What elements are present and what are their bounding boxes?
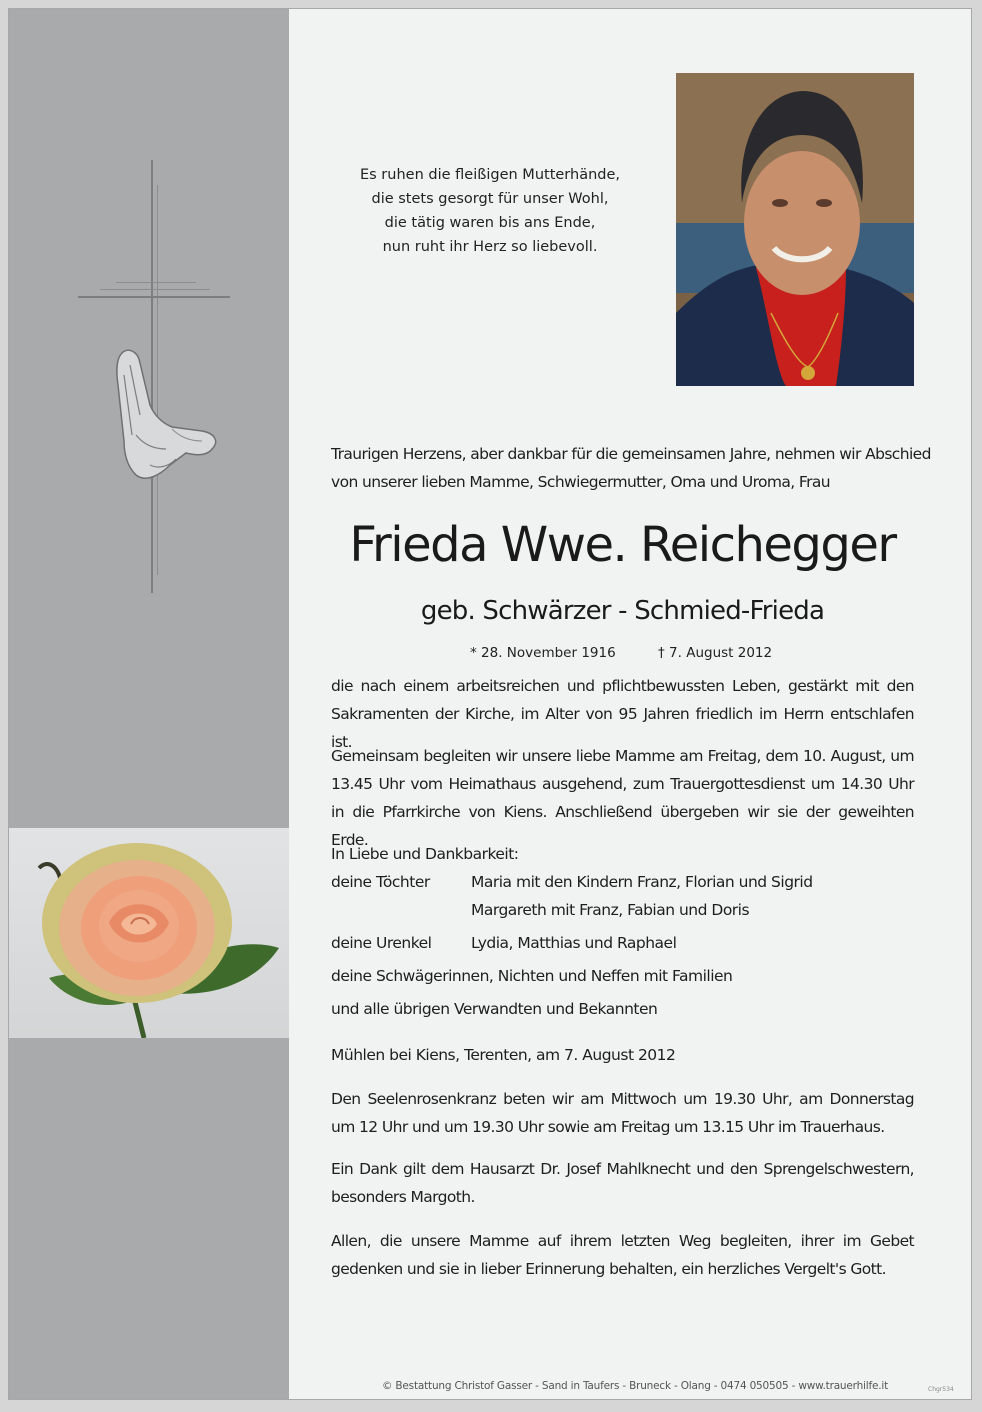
mourner-label: deine Urenkel <box>331 934 432 952</box>
mourner-names: Margareth mit Franz, Fabian und Doris <box>471 901 750 919</box>
poem-line: die tätig waren bis ans Ende, <box>384 215 596 231</box>
mourner-row: deine Schwägerinnen, Nichten und Neffen mit Familien <box>331 967 733 985</box>
place-date: Mühlen bei Kiens, Terenten, am 7. August 2012 <box>331 1046 676 1064</box>
cross-horizontal-line-top <box>116 282 196 283</box>
mourner-names: Maria mit den Kindern Franz, Florian und Sigrid <box>471 873 813 891</box>
mourners-heading: In Liebe und Dankbarkeit: <box>331 845 519 863</box>
mourner-row <box>331 896 914 924</box>
mourners-list <box>331 840 914 1023</box>
funeral-paragraph: Gemeinsam begleiten wir unsere liebe Mamme am Freitag, dem 10. August, um 13.45 Uhr vom Heimathaus ausgehend, zum Trauergottesdienst um 14.30 Uhr in die Pfarrkirche von Kiens. Anschließend übergeben wir sie der geweihten Erde. <box>331 747 914 849</box>
intro-line: von unserer lieben Mamme, Schwiegermutter, Oma und Uroma, Frau <box>331 473 831 491</box>
intro-text <box>331 440 931 496</box>
rosary-paragraph: Den Seelenrosenkranz beten wir am Mittwoch um 19.30 Uhr, am Donnerstag um 12 Uhr und um 19.30 Uhr sowie am Freitag um 13.15 Uhr im Trauerhaus. <box>331 1090 914 1136</box>
poem-line: Es ruhen die fleißigen Mutterhände, <box>359 167 621 183</box>
intro-line: Traurigen Herzens, aber dankbar für die gemeinsamen Jahre, nehmen wir Abschied <box>331 445 931 463</box>
mourner-label: deine Töchter <box>331 873 430 891</box>
death-date: † 7. August 2012 <box>658 645 773 661</box>
life-dates <box>470 642 790 664</box>
birth-name: geb. Schwärzer - Schmied-Frieda <box>420 596 825 626</box>
deceased-name: Frieda Wwe. Reichegger <box>349 517 896 573</box>
birth-date: * 28. November 1916 <box>470 645 616 661</box>
decorative-sidebar <box>9 9 289 1399</box>
cross-horizontal-line <box>78 296 230 298</box>
mourner-names: Lydia, Matthias und Raphael <box>471 934 677 952</box>
gratitude-paragraph: Ein Dank gilt dem Hausarzt Dr. Josef Mahlknecht und den Sprengelschwestern, besonders Margoth. <box>331 1160 914 1206</box>
cross-horizontal-line-mid <box>100 289 210 290</box>
mourner-row: und alle übrigen Verwandten und Bekannten <box>331 1000 658 1018</box>
signature-mark: Chgr534 <box>928 1386 954 1393</box>
poem-line: nun ruht ihr Herz so liebevoll. <box>382 239 598 255</box>
memorial-poem <box>340 163 640 259</box>
footer-credit: © Bestattung Christof Gasser - Sand in Taufers - Bruneck - Olang - 0474 050505 - www.trauerhilfe.it <box>381 1380 888 1392</box>
closing-paragraph: Allen, die unsere Mamme auf ihrem letzten Weg begleiten, ihrer im Gebet gedenken und sie in lieber Erinnerung behalten, ein herzliches Vergelt's Gott. <box>331 1232 914 1278</box>
rose-image <box>9 828 289 1038</box>
mourner-row <box>331 929 914 957</box>
death-paragraph: die nach einem arbeitsreichen und pflichtbewussten Leben, gestärkt mit den Sakramenten der Kirche, im Alter von 95 Jahren friedlich im Herrn entschlafen ist. <box>331 677 914 751</box>
poem-line: die stets gesorgt für unser Wohl, <box>371 191 609 207</box>
praying-hands-icon <box>110 345 222 490</box>
portrait-photo <box>676 73 914 386</box>
mourner-row <box>331 868 914 896</box>
